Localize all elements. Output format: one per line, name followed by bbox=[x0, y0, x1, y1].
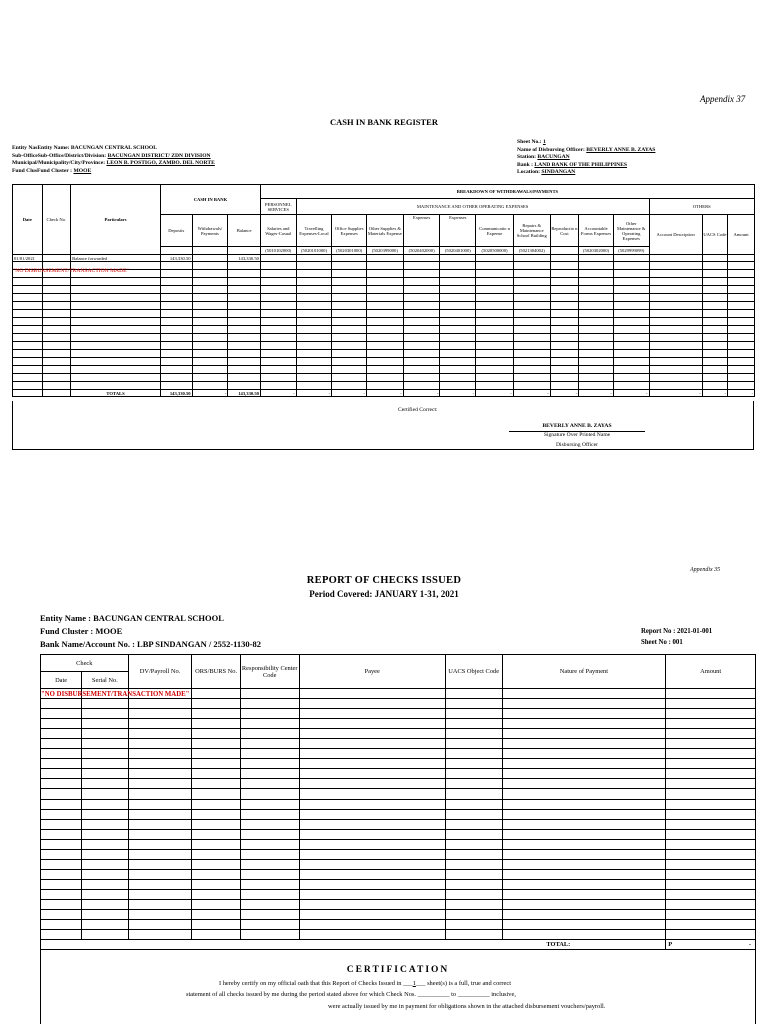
report-entity: Entity Name : BACUNGAN CENTRAL SCHOOL bbox=[40, 613, 224, 623]
table-row bbox=[41, 719, 756, 729]
table-row bbox=[13, 342, 755, 350]
header-account-description: Account Description bbox=[649, 215, 702, 255]
cert-title: CERTIFICATION bbox=[346, 965, 450, 975]
table-row bbox=[41, 839, 756, 849]
table-row bbox=[41, 910, 756, 920]
table-row bbox=[41, 889, 756, 899]
totals-dash: - bbox=[513, 390, 550, 397]
report-sheet-no: Sheet No : 001 bbox=[641, 639, 683, 646]
header-communication: Communicatio n Expense bbox=[476, 215, 514, 247]
officer-value: BEVERLY ANNE B. ZAYAS bbox=[586, 146, 656, 153]
header-other-mooe: Other Maintenance & Operating Expenses bbox=[613, 215, 649, 247]
register-signer-role: Disbursing Officer bbox=[556, 442, 598, 448]
register-cert-box bbox=[12, 401, 754, 450]
table-row bbox=[13, 278, 755, 286]
suboffice-value: BACUNGAN DISTRICT/ ZDN DIVISION bbox=[107, 152, 211, 159]
entity-value: BACUNGAN CENTRAL SCHOOL bbox=[70, 145, 157, 151]
totals-dash: - bbox=[403, 390, 440, 397]
cert-line-2: statement of all checks issued by me during the period stated above for which Check Nos. __________ to __________ inclusive, bbox=[186, 991, 516, 998]
bank-label: Bank : bbox=[517, 161, 534, 168]
certified-correct: Certified Correct: bbox=[398, 407, 438, 413]
table-row bbox=[13, 286, 755, 294]
total-currency: P bbox=[668, 941, 673, 949]
table-row bbox=[13, 374, 755, 382]
header-mooe: MAINTENANCE AND OTHER OPERATING EXPENSES bbox=[296, 199, 649, 215]
header-date: Date bbox=[13, 185, 43, 255]
code-cell: (5020399000) bbox=[367, 247, 404, 255]
totals-balance: 143,330.50 bbox=[228, 390, 261, 397]
totals-dash: - bbox=[440, 390, 476, 397]
table-row bbox=[13, 302, 755, 310]
table-row bbox=[41, 819, 756, 829]
header-check: Check bbox=[41, 655, 129, 672]
totals-dash: - bbox=[579, 390, 614, 397]
header-uacs: UACS Code bbox=[702, 215, 728, 255]
header-check-no: Check No. bbox=[42, 185, 71, 255]
header-responsibility-center: Responsibility Center Code bbox=[240, 655, 299, 689]
municipal-label: Municipal/Municipality/City/Province: bbox=[12, 160, 106, 167]
table-row bbox=[41, 849, 756, 859]
header-amount: Amount bbox=[666, 655, 756, 689]
table-row bbox=[41, 809, 756, 819]
code-cell: (5029999099) bbox=[613, 247, 649, 255]
header-accountable: Accountable Forms Expenses bbox=[579, 215, 614, 247]
station-label: Station: bbox=[517, 154, 536, 161]
totals-dash: - bbox=[728, 390, 755, 397]
totals-deposits: 143,330.50 bbox=[160, 390, 192, 397]
cert-sheets: 1 bbox=[412, 980, 416, 987]
report-bank: Bank Name/Account No. : LBP SINDANGAN / 2552-1130-82 bbox=[40, 639, 262, 649]
cert-line-1a: I hereby certify on my official oath that this Report of Checks Issued in ___ bbox=[219, 980, 413, 987]
code-cell: (5021304002) bbox=[513, 247, 550, 255]
report-number-info bbox=[641, 626, 712, 648]
totals-row bbox=[13, 390, 755, 397]
code-cell: (5020500000) bbox=[476, 247, 514, 255]
sheet-value: 1 bbox=[542, 139, 546, 145]
register-signature-label: Signature Over Printed Name bbox=[543, 432, 611, 438]
report-period: Period Covered: JANUARY 1-31, 2021 bbox=[309, 589, 459, 599]
totals-dash: - bbox=[702, 390, 728, 397]
row-particulars: Balance forwarded bbox=[71, 255, 161, 262]
table-row bbox=[41, 799, 756, 809]
report-fund: Fund Cluster : MOOE bbox=[40, 626, 123, 636]
header-expenses-a: Expenses bbox=[403, 215, 440, 247]
table-row bbox=[41, 759, 756, 769]
table-row bbox=[13, 255, 755, 262]
header-nature-of-payment: Nature of Payment bbox=[502, 655, 666, 689]
table-row bbox=[41, 920, 756, 930]
cert-line-1b: ___ sheet(s) is a full, true and correct bbox=[415, 980, 512, 987]
fund-value: MOOE bbox=[73, 167, 92, 174]
register-appendix: Appendix 37 bbox=[700, 94, 746, 104]
totals-dash: - bbox=[613, 390, 649, 397]
header-expenses-b: Expenses bbox=[440, 215, 476, 247]
table-row bbox=[41, 869, 756, 879]
table-row bbox=[41, 749, 756, 759]
header-breakdown: BREAKDOWN OF WITHDRAWALS/PAYMENTS bbox=[260, 185, 754, 199]
officer-label: Name of Disbursing Officer: bbox=[517, 146, 585, 153]
register-entity-info bbox=[12, 145, 215, 175]
table-row bbox=[13, 326, 755, 334]
header-ors-burs: ORS/BURS No. bbox=[192, 655, 240, 689]
suboffice-label: Sub-OfficeSub-Office/District/Division: bbox=[12, 152, 107, 159]
table-row bbox=[13, 382, 755, 390]
location-value: SINDANGAN bbox=[541, 169, 576, 176]
table-row bbox=[41, 699, 756, 709]
table-row bbox=[13, 310, 755, 318]
code-cell: (5020402000) bbox=[403, 247, 440, 255]
report-appendix: Appendix 35 bbox=[690, 567, 721, 573]
table-row bbox=[41, 879, 756, 889]
report-total-row bbox=[41, 940, 756, 950]
header-reproduction: Reproductio n Cost bbox=[550, 215, 579, 247]
totals-dash: - bbox=[296, 390, 332, 397]
report-no: Report No : 2021-01-001 bbox=[641, 628, 713, 635]
table-row bbox=[13, 334, 755, 342]
report-title: REPORT OF CHECKS ISSUED bbox=[306, 575, 462, 586]
bank-value: LAND BANK OF THE PHILIPPINES bbox=[534, 161, 628, 168]
header-deposits: Deposits bbox=[160, 215, 192, 247]
row-date: 01/01/2021 bbox=[13, 255, 43, 262]
register-signer: BEVERLY ANNE B. ZAYAS bbox=[542, 423, 612, 429]
header-check-date: Date bbox=[41, 672, 82, 689]
fund-label: Fund ClusFund Cluster : bbox=[12, 167, 73, 174]
code-cell: (5020301000) bbox=[332, 247, 367, 255]
header-amount: Amount bbox=[728, 215, 755, 255]
row-deposits: 143,330.50 bbox=[160, 255, 192, 262]
header-salaries: Salaries and Wages-Casual bbox=[260, 215, 296, 247]
table-row bbox=[41, 899, 756, 909]
totals-label: TOTALS bbox=[71, 390, 161, 397]
table-row bbox=[41, 709, 756, 719]
table-row bbox=[41, 930, 756, 940]
header-balance: Balance bbox=[228, 215, 261, 247]
code-cell: (5020302000) bbox=[579, 247, 614, 255]
total-label: TOTAL: bbox=[546, 941, 571, 949]
code-cell: (5020401000) bbox=[440, 247, 476, 255]
table-row bbox=[41, 779, 756, 789]
header-travelling: Travelling Expenses-Local bbox=[296, 215, 332, 247]
entity-label: Entity NasEntity Name: bbox=[12, 145, 70, 151]
header-uacs-object: UACS Object Code bbox=[445, 655, 502, 689]
table-row bbox=[13, 366, 755, 374]
register-officer-info bbox=[517, 139, 655, 177]
report-cert-box bbox=[40, 955, 756, 1024]
header-others: OTHERS bbox=[649, 199, 754, 215]
cash-in-bank-register-table bbox=[12, 184, 755, 397]
cert-line-1 bbox=[219, 980, 511, 987]
header-particulars: Particulars bbox=[71, 185, 161, 255]
table-row bbox=[13, 358, 755, 366]
location-label: Location: bbox=[517, 169, 540, 176]
table-row bbox=[41, 789, 756, 799]
table-row bbox=[13, 350, 755, 358]
report-entity-info bbox=[40, 612, 261, 651]
total-value: - bbox=[748, 941, 751, 949]
header-other-supplies: Other Supplies & Materials Expense bbox=[367, 215, 404, 247]
totals-dash: - bbox=[367, 390, 404, 397]
table-row bbox=[41, 739, 756, 749]
register-title: CASH IN BANK REGISTER bbox=[330, 117, 438, 127]
cert-line-3: were actually issued by me in payment for obligations shown in the attached disbursement vouchers/payroll. bbox=[328, 1003, 606, 1010]
municipal-value: LEON B. POSTIGO, ZAMBO. DEL NORTE bbox=[106, 160, 215, 167]
header-repairs: Repairs & Maintenance School Building bbox=[513, 215, 550, 247]
station-value: BACUNGAN bbox=[537, 154, 570, 161]
header-payee: Payee bbox=[299, 655, 445, 689]
totals-dash: - bbox=[260, 390, 296, 397]
totals-dash: - bbox=[550, 390, 579, 397]
register-no-disbursement: "NO DISBURSEMENT/TRANSACTION MADE" bbox=[13, 268, 129, 274]
table-row bbox=[13, 318, 755, 326]
totals-dash: - bbox=[332, 390, 367, 397]
table-row bbox=[41, 769, 756, 779]
sheet-label: Sheet No.: bbox=[517, 139, 542, 145]
code-cell: (5010102000) bbox=[260, 247, 296, 255]
code-cell: (5020101000) bbox=[296, 247, 332, 255]
table-row bbox=[41, 859, 756, 869]
table-row bbox=[41, 729, 756, 739]
totals-dash: - bbox=[476, 390, 514, 397]
header-cash-in-bank: CASH IN BANK bbox=[160, 185, 260, 215]
report-of-checks-table bbox=[40, 654, 756, 958]
row-balance: 143,330.50 bbox=[228, 255, 261, 262]
totals-withdrawals: - bbox=[192, 390, 228, 397]
header-serial-no: Serial No. bbox=[82, 672, 128, 689]
header-withdrawals: Withdrawals/ Payments bbox=[192, 215, 228, 247]
report-no-disbursement: "NO DISBURSEMENT/TRANSACTION MADE" bbox=[41, 691, 190, 698]
table-row bbox=[13, 294, 755, 302]
header-dv-payroll: DV/Payroll No. bbox=[128, 655, 192, 689]
table-row bbox=[41, 829, 756, 839]
totals-dash: - bbox=[649, 390, 702, 397]
header-personnel: PERSONNEL SERVICES bbox=[260, 199, 296, 215]
header-office-supplies: Office Supplies Expenses bbox=[332, 215, 367, 247]
